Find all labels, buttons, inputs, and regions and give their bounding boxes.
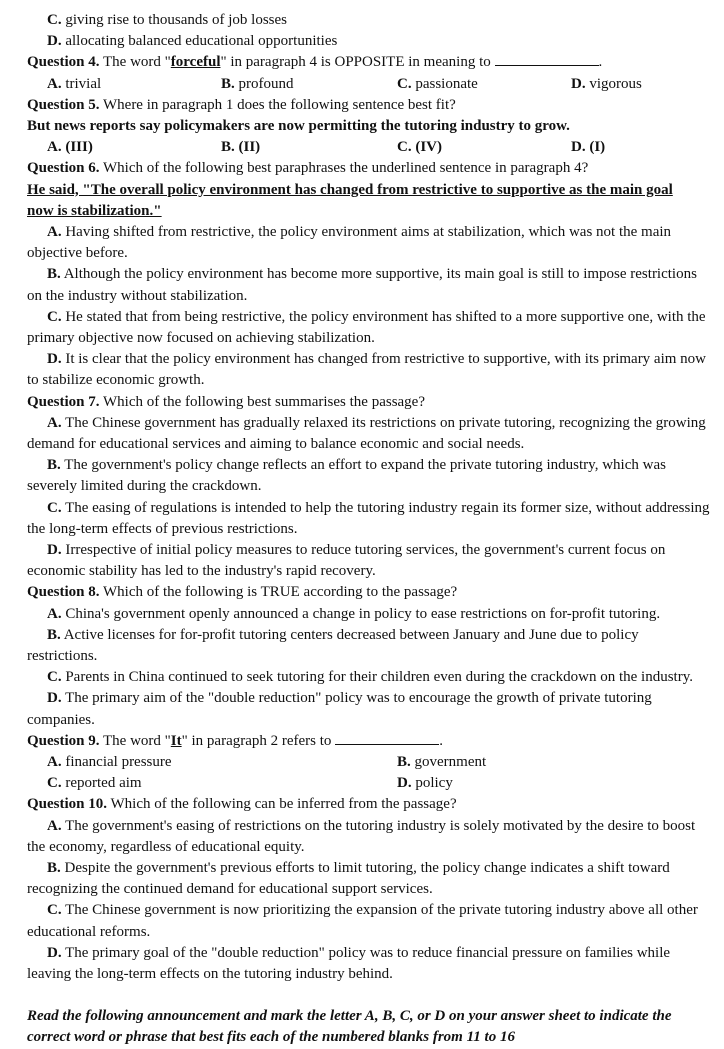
q7-option-a: A. The Chinese government has gradually relaxed its restrictions on private tutoring, recognizing the growing demand for educational services and aiming to balance economic and social needs.	[27, 414, 706, 453]
q5-option-a: A. (III)	[47, 139, 93, 156]
q4-options	[27, 74, 711, 95]
q9-target-word: It	[170, 732, 182, 749]
q6-option-c: C. He stated that from being restrictive, the policy environment has shifted to a more supportive one, with the primary objective now focused on achieving stabilization.	[27, 308, 706, 347]
q6-quote-line-2: now is stabilization."	[27, 202, 162, 219]
q10-option-b: B. Despite the government's previous efforts to limit tutoring, the policy change indicates a shift toward recognizing the continued demand for educational support services.	[27, 860, 670, 898]
q7-option-d: D. Irrespective of initial policy measures to reduce tutoring services, the government's current focus on economic stability has led to the industry's rapid recovery.	[27, 542, 666, 580]
q7-option-b: B. The government's policy change reflects an effort to expand the private tutoring industry, which was severely limited during the crackdown.	[27, 457, 666, 495]
q8-option-a: A. China's government openly announced a change in policy to ease restrictions on for-profit tutoring.	[47, 605, 661, 622]
q7-option-c: C. The easing of regulations is intended to help the tutoring industry regain its former size, without addressing the long-term effects of previous restrictions.	[27, 499, 710, 537]
q10-option-d: D. The primary goal of the "double reduction" policy was to reduce financial pressure on families while leaving the long-term effects on the tutoring industry behind.	[27, 944, 671, 983]
q4-target-word: forceful	[170, 54, 221, 71]
q9-option-a: A. financial pressure	[47, 754, 172, 771]
q9-option-b: B. government	[397, 754, 487, 771]
q9-options-row-1	[27, 752, 711, 773]
exam-page	[27, 10, 711, 1049]
q8-option-d: D. The primary aim of the "double reduction" policy was to encourage the growth of private tutoring companies.	[27, 690, 652, 728]
q9-option-c: C. reported aim	[47, 775, 142, 792]
q8-option-b: B. Active licenses for for-profit tutoring centers decreased between January and June due to policy restrictions.	[27, 626, 639, 665]
q4-option-c: C. passionate	[397, 75, 478, 92]
q6-option-d: D. It is clear that the policy environment has changed from restrictive to supportive, with its primary aim now to stabilize economic growth.	[27, 351, 707, 389]
q10-option-a: A. The government's easing of restrictions on the tutoring industry is solely motivated by the desire to boost the economy, regardless of educational equity.	[27, 817, 696, 855]
q8-option-c: C. Parents in China continued to seek tutoring for their children even during the crackdown on the industry.	[47, 669, 693, 686]
q5-option-d: D. (I)	[571, 139, 606, 156]
q6-quote-line-1: He said, "The overall policy environment has changed from restrictive to supportive as the main goal	[27, 181, 673, 198]
q4-stem: Question 4. The word "forceful" in paragraph 4 is OPPOSITE in meaning to .	[27, 54, 603, 71]
q6-option-a: A. Having shifted from restrictive, the policy environment aims at stabilization, which was not the main objective before.	[27, 224, 672, 262]
section-instruction: Read the following announcement and mark the letter A, B, C, or D on your answer sheet to indicate the correct word or phrase that best fits each of the numbered blanks from 11 to 16	[27, 1008, 672, 1046]
q5-sentence: But news reports say policymakers are now permitting the tutoring industry to grow.	[27, 118, 570, 134]
q5-option-c: C. (IV)	[397, 139, 443, 156]
q4-option-d: D. vigorous	[571, 75, 642, 92]
q5-options	[27, 137, 711, 158]
q6-stem: Question 6. Which of the following best paraphrases the underlined sentence in paragraph 4?	[27, 160, 589, 177]
q5-stem: Question 5. Where in paragraph 1 does the following sentence best fit?	[27, 96, 456, 113]
q10-stem: Question 10. Which of the following can be inferred from the passage?	[27, 796, 457, 813]
q9-option-d: D. policy	[397, 775, 453, 792]
q4-option-a: A. trivial	[47, 75, 102, 92]
q6-option-b: B. Although the policy environment has become more supportive, its main goal is still to impose restrictions on the industry without stabilization.	[27, 266, 697, 304]
q9-options-row-2	[27, 773, 711, 794]
q3-option-c: C. giving rise to thousands of job losses	[47, 12, 288, 28]
q9-answer-blank	[335, 732, 439, 745]
q7-stem: Question 7. Which of the following best summarises the passage?	[27, 393, 426, 410]
q8-stem: Question 8. Which of the following is TRUE according to the passage?	[27, 584, 458, 601]
q5-option-b: B. (II)	[221, 139, 261, 156]
q9-stem: Question 9. The word "It" in paragraph 2 refers to .	[27, 732, 443, 749]
q3-option-d: D. allocating balanced educational opportunities	[47, 33, 338, 50]
q4-option-b: B. profound	[221, 75, 294, 92]
q10-option-c: C. The Chinese government is now prioritizing the expansion of the private tutoring industry above all other educational reforms.	[27, 902, 698, 940]
q4-answer-blank	[495, 53, 599, 66]
